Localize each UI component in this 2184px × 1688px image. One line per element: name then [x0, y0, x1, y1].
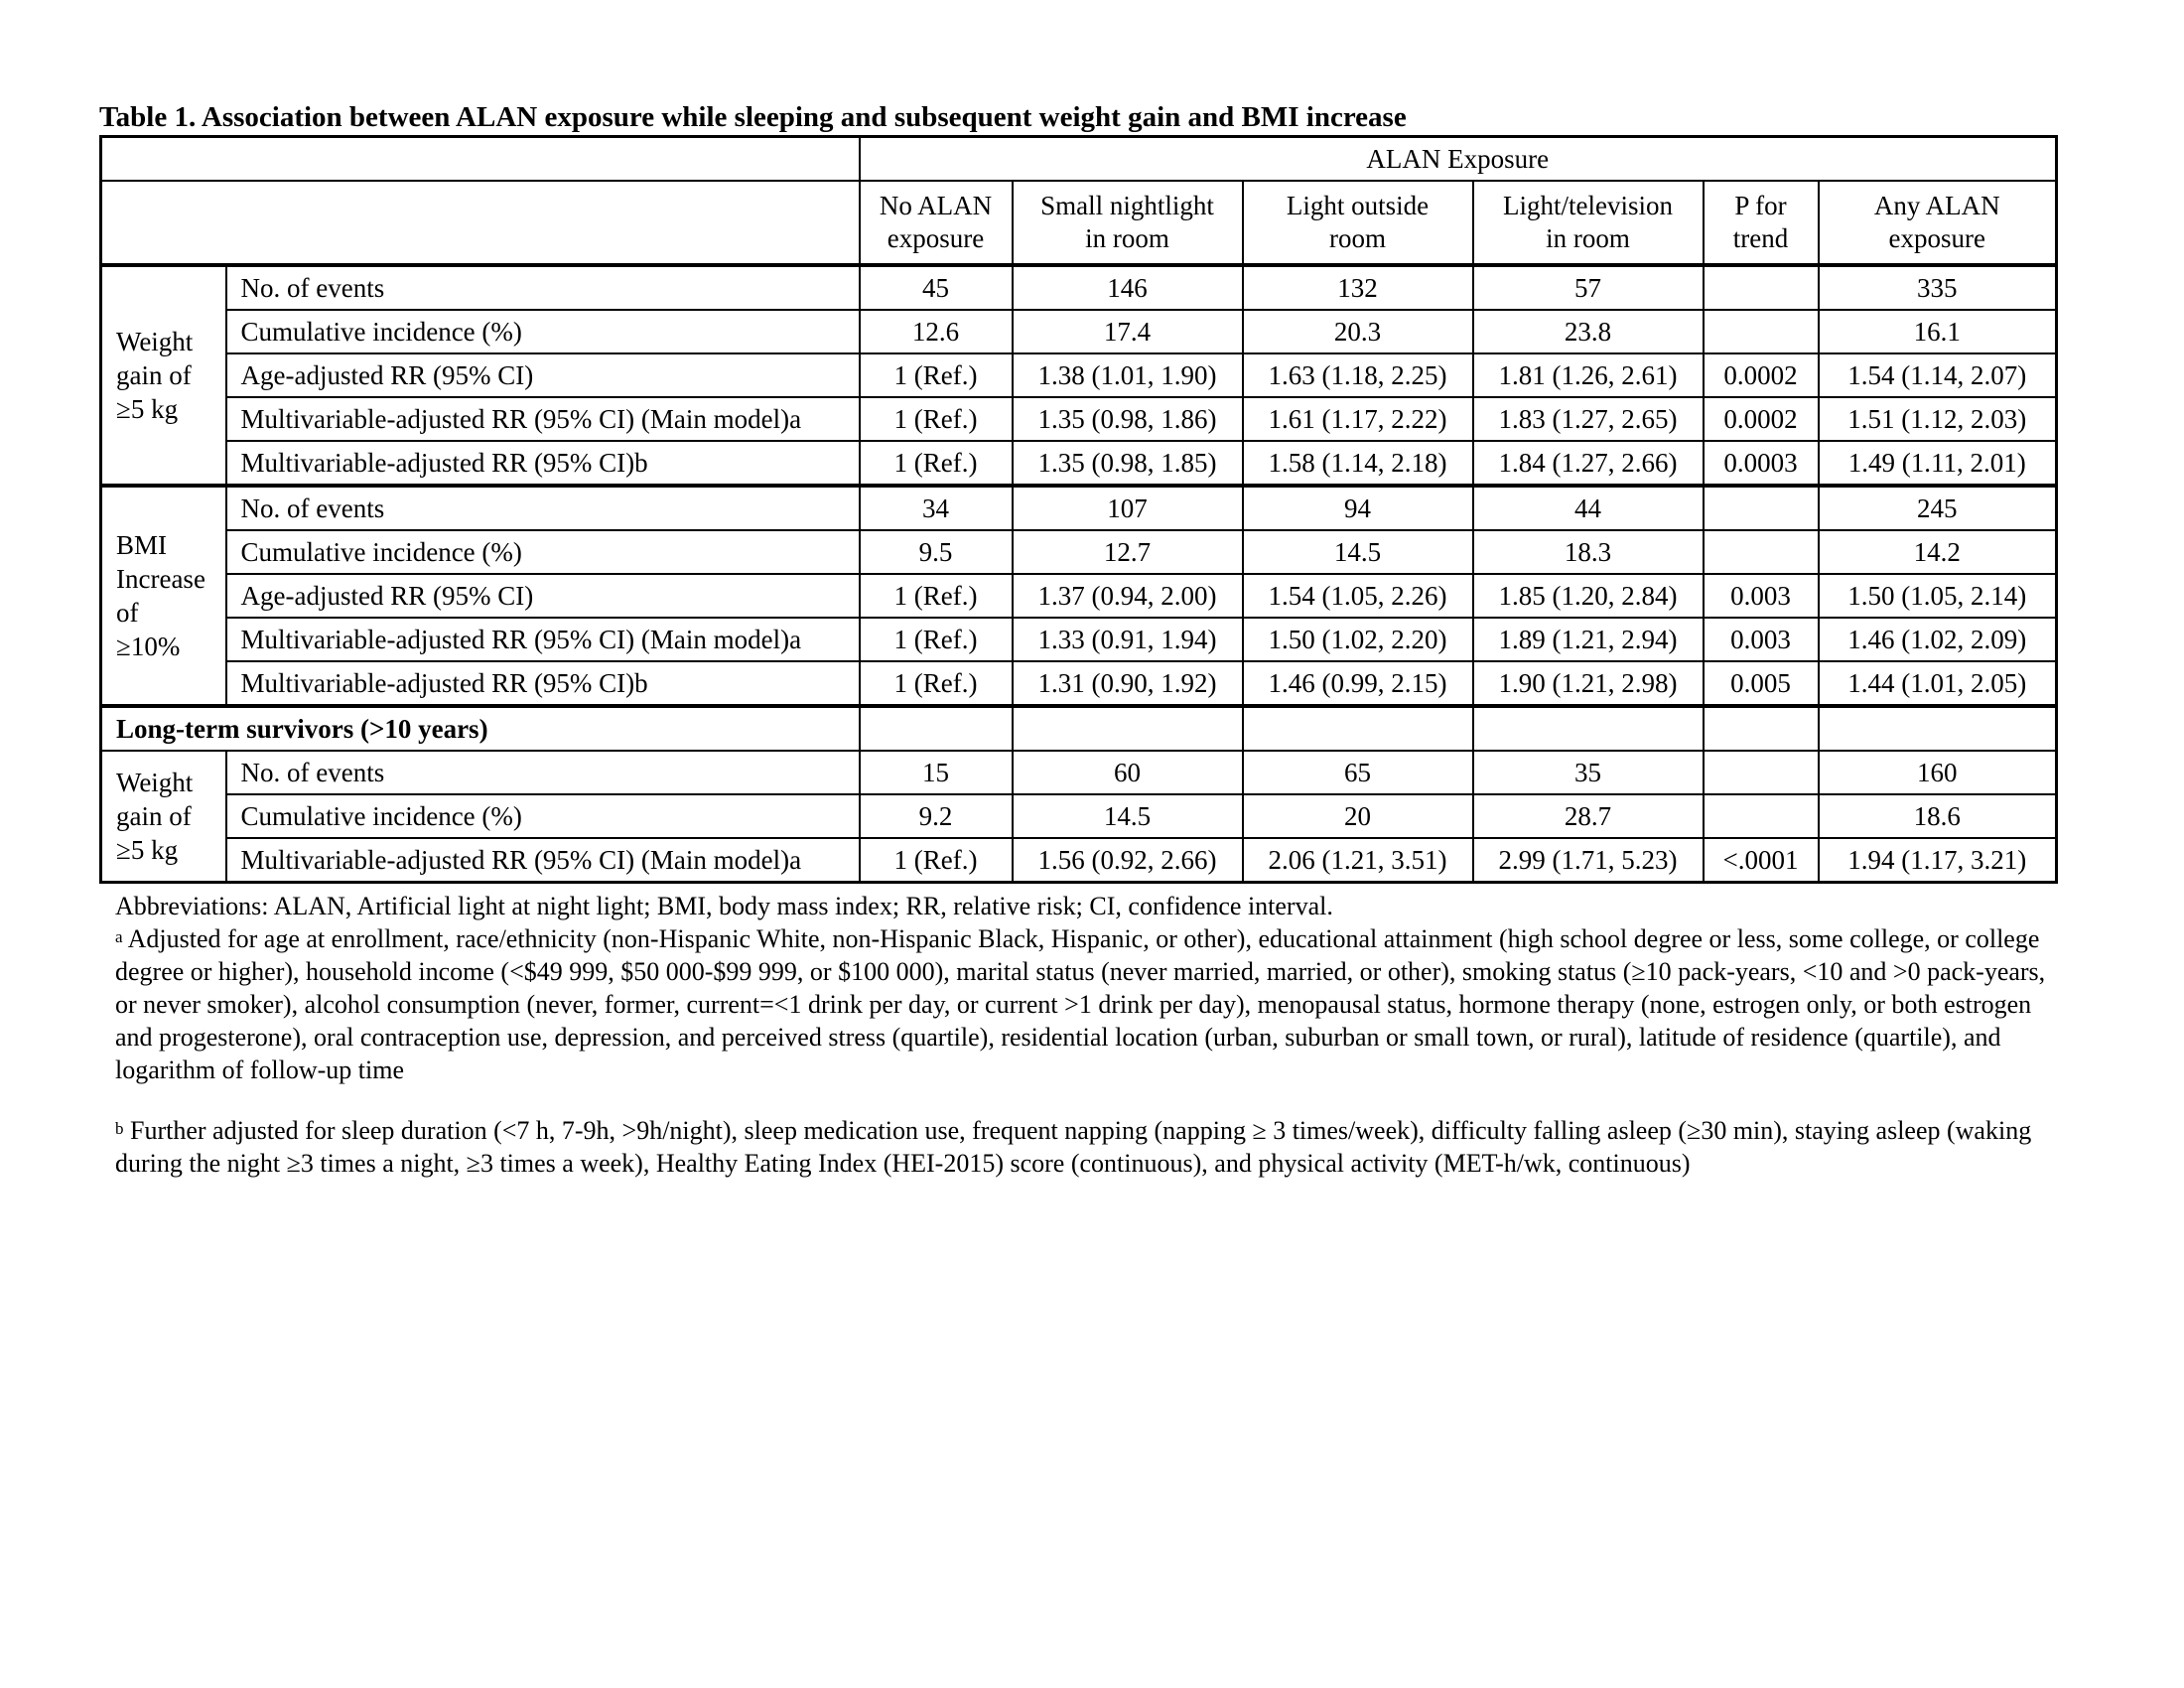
table-cell: 1.50 (1.02, 2.20): [1243, 618, 1473, 661]
table-cell: 1 (Ref.): [860, 441, 1013, 486]
table-cell: 0.003: [1704, 574, 1819, 618]
footnote-a-marker: a: [115, 927, 123, 946]
table-cell: 14.2: [1819, 530, 2057, 574]
header-span-label: ALAN Exposure: [860, 137, 2057, 182]
table-cell: 1 (Ref.): [860, 661, 1013, 706]
table-cell: [1704, 265, 1819, 310]
column-header: P for trend: [1704, 181, 1819, 265]
group-label: BMI Increase of ≥10%: [101, 486, 226, 706]
table-container: [99, 99, 2055, 1180]
footnote-b-text: Further adjusted for sleep duration (<7 h, 7-9h, >9h/night), sleep medication use, frequent napping (napping ≥ 3 times/week), difficulty falling asleep (≥30 min), staying asleep (waking during the night ≥3 times a night, ≥3 times a week), Healthy Eating Index (HEI-2015) score (continuous), and physical activity (MET-h/wk, continuous): [115, 1116, 2032, 1178]
table-cell: 1.61 (1.17, 2.22): [1243, 397, 1473, 441]
table-cell: 1.83 (1.27, 2.65): [1473, 397, 1704, 441]
table-cell: 20: [1243, 794, 1473, 838]
table-cell: [1704, 530, 1819, 574]
table-cell: 132: [1243, 265, 1473, 310]
table-cell: 1.50 (1.05, 2.14): [1819, 574, 2057, 618]
header-empty-cell: [101, 181, 860, 265]
row-label: Cumulative incidence (%): [226, 794, 860, 838]
table-cell: <.0001: [1704, 838, 1819, 883]
table-cell: 1.54 (1.14, 2.07): [1819, 353, 2057, 397]
table-cell: 335: [1819, 265, 2057, 310]
table-footnotes: [99, 890, 2061, 1180]
table-cell: 15: [860, 751, 1013, 794]
table-cell: 1.54 (1.05, 2.26): [1243, 574, 1473, 618]
table-cell: 1.84 (1.27, 2.66): [1473, 441, 1704, 486]
table-row: [101, 751, 2057, 794]
table-cell: 1.63 (1.18, 2.25): [1243, 353, 1473, 397]
header-row-span: [101, 137, 2057, 182]
row-label: Multivariable-adjusted RR (95% CI)b: [226, 661, 860, 706]
table-cell: 1 (Ref.): [860, 618, 1013, 661]
table-cell: 14.5: [1013, 794, 1243, 838]
table-cell: 1.89 (1.21, 2.94): [1473, 618, 1704, 661]
table-row: [101, 661, 2057, 706]
column-header: Small nightlight in room: [1013, 181, 1243, 265]
table-cell: 94: [1243, 486, 1473, 530]
table-row: [101, 838, 2057, 883]
table-cell: 2.99 (1.71, 5.23): [1473, 838, 1704, 883]
table-cell: 65: [1243, 751, 1473, 794]
row-label: Cumulative incidence (%): [226, 310, 860, 353]
empty-cell: [1473, 706, 1704, 751]
table-cell: 1.81 (1.26, 2.61): [1473, 353, 1704, 397]
table-row: [101, 265, 2057, 310]
section-header-row: [101, 706, 2057, 751]
table-cell: 1.46 (0.99, 2.15): [1243, 661, 1473, 706]
table-cell: 146: [1013, 265, 1243, 310]
row-label: Age-adjusted RR (95% CI): [226, 353, 860, 397]
results-table: [99, 135, 2058, 884]
table-row: [101, 441, 2057, 486]
row-label: No. of events: [226, 486, 860, 530]
row-label: Cumulative incidence (%): [226, 530, 860, 574]
table-cell: 160: [1819, 751, 2057, 794]
header-empty-cell: [101, 137, 860, 182]
table-cell: 1.49 (1.11, 2.01): [1819, 441, 2057, 486]
table-row: [101, 310, 2057, 353]
table-row: [101, 486, 2057, 530]
table-row: [101, 397, 2057, 441]
footnote-b: [115, 1114, 2061, 1180]
row-label: Multivariable-adjusted RR (95% CI) (Main model)a: [226, 838, 860, 883]
header-row-columns: [101, 181, 2057, 265]
table-cell: 35: [1473, 751, 1704, 794]
table-cell: 0.0002: [1704, 353, 1819, 397]
table-cell: 9.5: [860, 530, 1013, 574]
table-cell: [1704, 486, 1819, 530]
table-cell: 1.35 (0.98, 1.86): [1013, 397, 1243, 441]
table-cell: 1.38 (1.01, 1.90): [1013, 353, 1243, 397]
table-cell: [1704, 751, 1819, 794]
table-cell: [1704, 310, 1819, 353]
row-label: Age-adjusted RR (95% CI): [226, 574, 860, 618]
footnote-a: [115, 922, 2061, 1086]
abbreviations-note: Abbreviations: ALAN, Artificial light at night light; BMI, body mass index; RR, relative risk; CI, confidence interval.: [115, 892, 1333, 920]
footnote-a-text: Adjusted for age at enrollment, race/ethnicity (non-Hispanic White, non-Hispanic Black, Hispanic, or other), educational attainment (high school degree or less, some college, or college degree or higher), household income (<$49 999, $50 000-$99 999, or $100 000), marital status (never married, married, or other), smoking status (≥10 pack-years, <10 and >0 pack-years, or never smoker), alcohol consumption (never, former, current=<1 drink per day, or current >1 drink per day), menopausal status, hormone therapy (none, estrogen only, or both estrogen and progesterone), oral contraception use, depression, and perceived stress (quartile), residential location (urban, suburban or small town, or rural), latitude of residence (quartile), and logarithm of follow-up time: [115, 924, 2046, 1084]
table-cell: 57: [1473, 265, 1704, 310]
footnote-b-marker: b: [115, 1119, 124, 1138]
table-cell: 18.3: [1473, 530, 1704, 574]
table-cell: 0.0002: [1704, 397, 1819, 441]
table-cell: 0.005: [1704, 661, 1819, 706]
row-label: Multivariable-adjusted RR (95% CI) (Main model)a: [226, 397, 860, 441]
empty-cell: [1819, 706, 2057, 751]
row-label: No. of events: [226, 751, 860, 794]
table-cell: 1 (Ref.): [860, 838, 1013, 883]
table-row: [101, 618, 2057, 661]
group-label: Weight gain of ≥5 kg: [101, 751, 226, 883]
table-title: Table 1. Association between ALAN exposure while sleeping and subsequent weight gain and BMI increase: [99, 101, 1407, 133]
empty-cell: [1243, 706, 1473, 751]
table-cell: 1.51 (1.12, 2.03): [1819, 397, 2057, 441]
table-cell: 1.56 (0.92, 2.66): [1013, 838, 1243, 883]
column-header: No ALAN exposure: [860, 181, 1013, 265]
empty-cell: [860, 706, 1013, 751]
table-cell: 12.7: [1013, 530, 1243, 574]
table-cell: 60: [1013, 751, 1243, 794]
table-cell: 28.7: [1473, 794, 1704, 838]
empty-cell: [1704, 706, 1819, 751]
table-cell: [1704, 794, 1819, 838]
table-cell: 34: [860, 486, 1013, 530]
table-cell: 17.4: [1013, 310, 1243, 353]
table-cell: 245: [1819, 486, 2057, 530]
table-cell: 9.2: [860, 794, 1013, 838]
row-label: No. of events: [226, 265, 860, 310]
table-row: [101, 353, 2057, 397]
table-cell: 23.8: [1473, 310, 1704, 353]
table-cell: 1.90 (1.21, 2.98): [1473, 661, 1704, 706]
section-label: Long-term survivors (>10 years): [101, 706, 860, 751]
table-cell: 0.003: [1704, 618, 1819, 661]
row-label: Multivariable-adjusted RR (95% CI)b: [226, 441, 860, 486]
table-cell: 14.5: [1243, 530, 1473, 574]
table-cell: 0.0003: [1704, 441, 1819, 486]
table-cell: 1.58 (1.14, 2.18): [1243, 441, 1473, 486]
table-cell: 1.46 (1.02, 2.09): [1819, 618, 2057, 661]
row-label: Multivariable-adjusted RR (95% CI) (Main model)a: [226, 618, 860, 661]
table-cell: 1.33 (0.91, 1.94): [1013, 618, 1243, 661]
table-cell: 1.85 (1.20, 2.84): [1473, 574, 1704, 618]
table-cell: 107: [1013, 486, 1243, 530]
column-header: Any ALAN exposure: [1819, 181, 2057, 265]
table-row: [101, 530, 2057, 574]
table-cell: 12.6: [860, 310, 1013, 353]
table-row: [101, 794, 2057, 838]
table-cell: 1 (Ref.): [860, 574, 1013, 618]
table-cell: 18.6: [1819, 794, 2057, 838]
table-cell: 20.3: [1243, 310, 1473, 353]
table-cell: 45: [860, 265, 1013, 310]
table-cell: 1.94 (1.17, 3.21): [1819, 838, 2057, 883]
table-cell: 1.31 (0.90, 1.92): [1013, 661, 1243, 706]
table-cell: 1 (Ref.): [860, 353, 1013, 397]
table-cell: 2.06 (1.21, 3.51): [1243, 838, 1473, 883]
table-cell: 1.35 (0.98, 1.85): [1013, 441, 1243, 486]
table-cell: 1.44 (1.01, 2.05): [1819, 661, 2057, 706]
table-cell: 16.1: [1819, 310, 2057, 353]
table-cell: 1.37 (0.94, 2.00): [1013, 574, 1243, 618]
column-header: Light outside room: [1243, 181, 1473, 265]
group-label: Weight gain of ≥5 kg: [101, 265, 226, 486]
column-header: Light/television in room: [1473, 181, 1704, 265]
table-row: [101, 574, 2057, 618]
empty-cell: [1013, 706, 1243, 751]
table-cell: 1 (Ref.): [860, 397, 1013, 441]
table-cell: 44: [1473, 486, 1704, 530]
